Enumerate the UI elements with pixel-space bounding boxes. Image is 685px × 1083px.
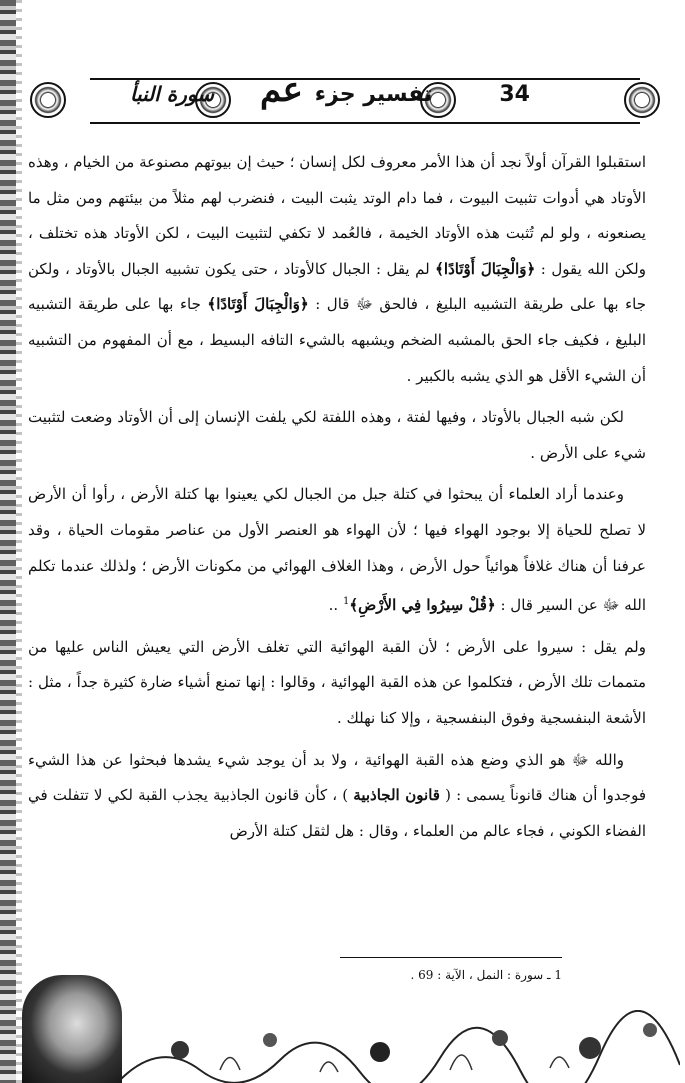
page-number: 34 [499, 82, 530, 107]
portrait-image [22, 975, 122, 1083]
quran-quote: ﴿قُلْ سِيرُوا فِي الأَرْضِ﴾ [349, 596, 496, 615]
header-bottom-rule [90, 122, 640, 124]
paragraph: لكن شبه الجبال بالأوتاد ، وفيها لفتة ، وهذه اللفتة لكي يلفت الإنسان إلى أن الأوتاد وضعت لتثبيت شيء على الأرض . [28, 408, 646, 462]
floral-border-decoration [120, 1010, 680, 1083]
body-text [28, 145, 646, 855]
left-edge-decoration-inner [16, 0, 22, 1083]
footnote-divider [340, 957, 562, 958]
surah-name: سورة النبأ [130, 82, 215, 106]
ornament-icon [624, 82, 660, 118]
paragraph: وعندما أراد العلماء أن يبحثوا في كتلة جبل من الجبال لكي يعينوا بها كتلة الأرض ، رأوا أن الأرض لا تصلح للحياة إلا بوجود الهواء فيها ؛ لأن الهواء هو العنصر الأول من عناصر مقومات الحياة ، وقد عرفنا أن هناك غلافاً هوائياً حول الأرض ، وهذا الغلاف الهوائي من مكونات الأرض ؛ ولذلك عندما تكلم الله ﷻ عن السير قال : ﴿قُلْ سِيرُوا فِي الأَرْضِ﴾$^1$ .. [28, 485, 646, 615]
paragraph: والله ﷻ هو الذي وضع هذه القبة الهوائية ، ولا بد أن يوجد شيء يشدها فبحثوا عن هذا الشيء فوجدوا أن هناك قانوناً يسمى : ( قانون الجاذبية ) ، كأن قانون الجاذبية يجذب القبة لكي لا تتفلت في الفضاء الكوني ، فجاء عالم من العلماء ، وقال : هل لثقل كتلة الأرض [28, 750, 646, 840]
book-title-prefix: تفسير جزء [314, 82, 433, 107]
footnote-ref: 1 [342, 596, 350, 608]
left-edge-decoration [0, 0, 16, 1083]
page-header [30, 60, 660, 130]
book-title-main: عم [260, 70, 303, 110]
ornament-icon [30, 82, 66, 118]
paragraph: ولم يقل : سيروا على الأرض ؛ لأن القبة الهوائية التي تغلف الأرض التي يعيش الناس عليها من متممات تلك الأرض ، فتكلموا عن هذه القبة الهوائية ، وقالوا : إنها تمنع أشياء ضارة كثيرة جداً ، مثل : الأشعة البنفسجية وفوق البنفسجية ، وإلا كنا نهلك . [28, 637, 646, 727]
highlighted-term: قانون الجاذبية [353, 786, 440, 805]
quran-quote: ﴿وَالْجِبَالَ أَوْتَادًا﴾ [435, 259, 536, 278]
paragraph: استقبلوا القرآن أولاً نجد أن هذا الأمر معروف لكل إنسان ؛ حيث إن بيوتهم مصنوعة من الخيام ، وهذه الأوتاد هي أدوات تثبيت البيوت ، فما دام الوتد يثبت البيت ، فنضرب لهم مثلاً من بيئتهم ومن مثل ما يصنعونه ، ولو لم تُثبت هذه الأوتاد الخيمة ، فالعُمد لا تكفي لتثبيت البيت ، لكن الأوتاد هذه تختلف ، ولكن الله يقول : ﴿وَالْجِبَالَ أَوْتَادًا﴾ لم يقل : الجبال كالأوتاد ، حتى يكون تشبيه الجبال بالأوتاد ، ولكن جاء بها على طريقة التشبيه البليغ ، فالحق ﷻ قال : ﴿وَالْجِبَالَ أَوْتَادًا﴾ جاء بها على طريقة التشبيه البليغ ، فكيف جاء الحق بالمشبه الضخم ويشبهه بالشيء التافه البسيط ، مع أن المفهوم من التشبيه أن الشيء الأقل هو الذي يشبه بالكبير . [28, 153, 646, 385]
book-title [260, 70, 432, 110]
footnote: 1 ـ سورة : النمل ، الآية : 69 . [410, 968, 562, 982]
quran-quote: ﴿وَالْجِبَالَ أَوْتَادًا﴾ [207, 295, 309, 314]
